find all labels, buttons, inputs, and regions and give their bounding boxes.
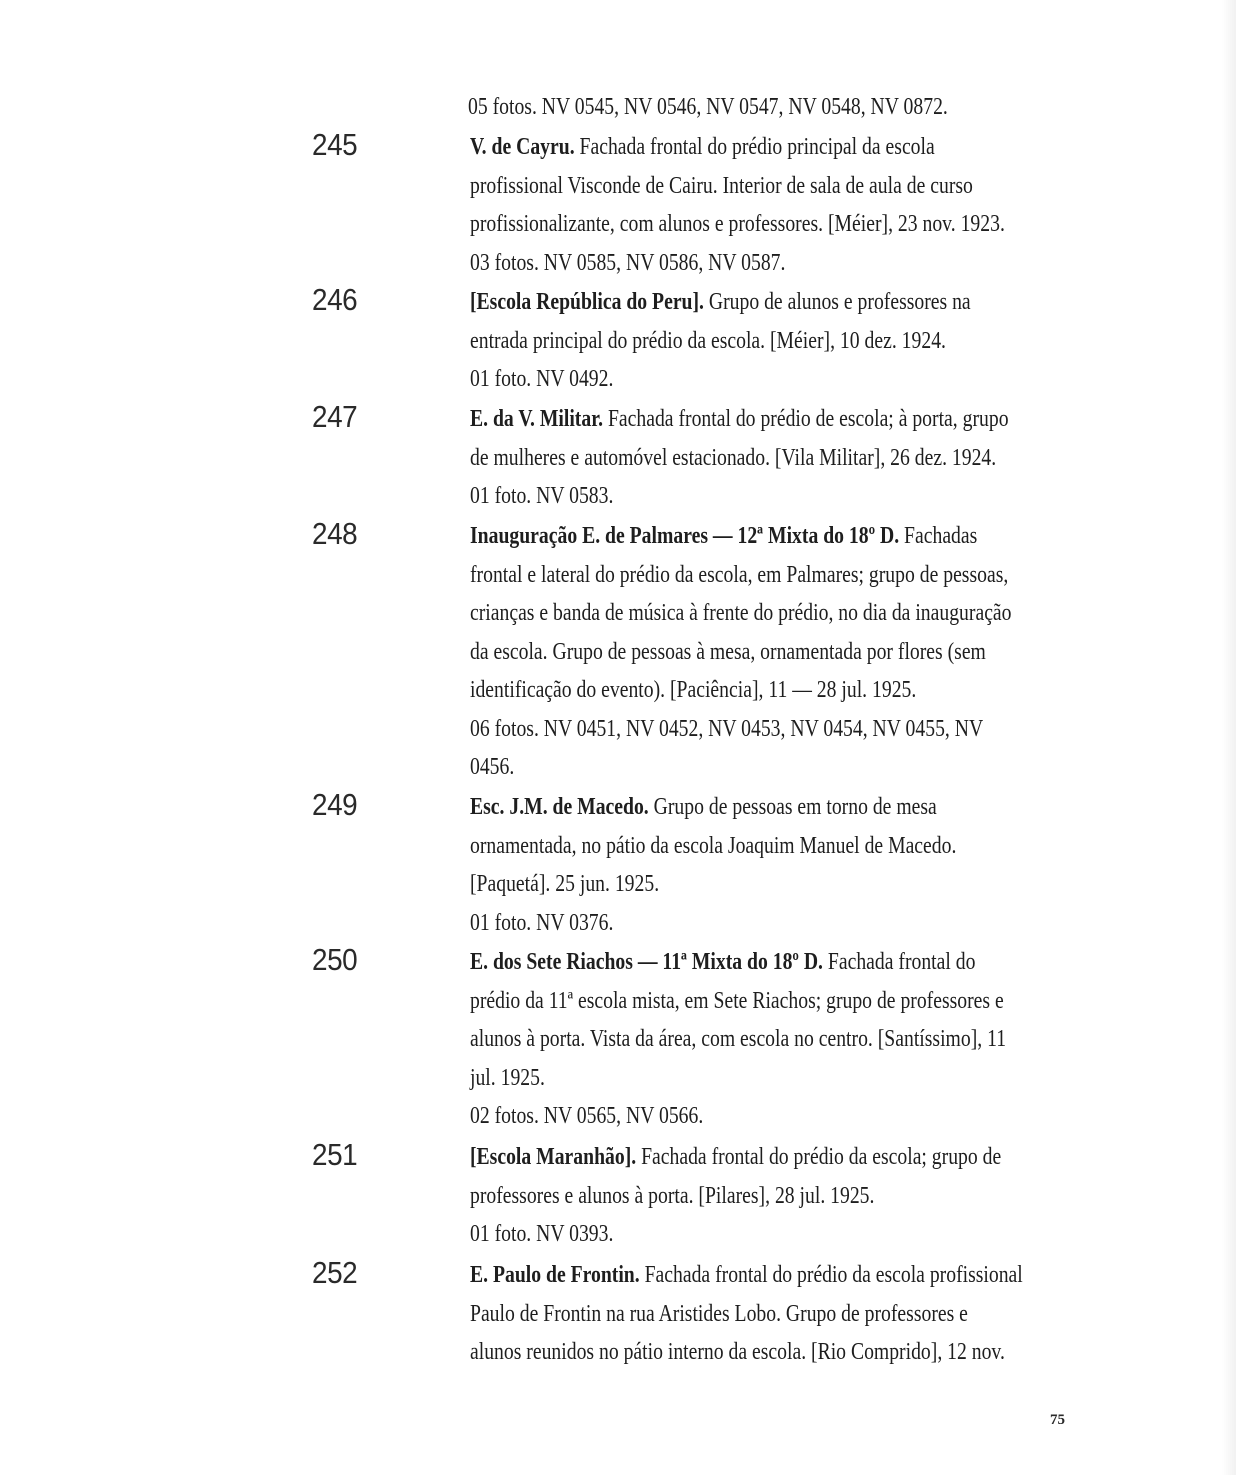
page-number: 75	[1050, 1412, 1065, 1428]
entry-description	[470, 943, 1069, 1136]
entry-description	[470, 1138, 1069, 1254]
continuation-line: 05 fotos. NV 0545, NV 0546, NV 0547, NV 0548, NV 0872.	[468, 94, 948, 120]
entry-line: Fachadas	[899, 523, 978, 549]
entry-line: profissional Visconde de Cairu. Interior de sala de aula de curso	[470, 172, 973, 199]
entry-number: 245	[312, 127, 358, 162]
entry-title: [Escola Maranhão].	[470, 1144, 637, 1170]
entry-line: frontal e lateral do prédio da escola, em Palmares; grupo de pessoas,	[470, 561, 1009, 588]
entry-number: 251	[312, 1137, 358, 1172]
entry-line: 01 foto. NV 0376.	[470, 909, 614, 936]
entry-line: 01 foto. NV 0583.	[470, 483, 614, 509]
entry-first-line	[470, 1256, 1069, 1295]
entry-line: Grupo de pessoas em torno de mesa	[648, 794, 937, 820]
entry-title: E. Paulo de Frontin.	[470, 1262, 640, 1288]
entry-line: prédio da 11ª escola mista, em Sete Riachos; grupo de professores e	[470, 987, 1004, 1014]
entry-description	[470, 788, 1069, 942]
entry-first-line	[470, 788, 1069, 827]
entry-line: 0456.	[470, 754, 515, 780]
entry-line: 06 fotos. NV 0451, NV 0452, NV 0453, NV 0454, NV 0455, NV	[470, 715, 984, 742]
entry-line: 03 fotos. NV 0585, NV 0586, NV 0587.	[470, 249, 786, 276]
entry-line: professores e alunos à porta. [Pilares], 28 jul. 1925.	[470, 1182, 875, 1209]
entry-line: Fachada frontal do prédio da escola; grupo de	[636, 1144, 1002, 1170]
entry-line: Fachada frontal do prédio principal da escola	[574, 134, 935, 160]
entry-title: E. da V. Militar.	[470, 406, 604, 432]
entry-title: Inauguração E. de Palmares — 12ª Mixta do 18º D.	[470, 523, 900, 549]
entry-line: da escola. Grupo de pessoas à mesa, ornamentada por flores (sem	[470, 638, 986, 665]
entry-first-line	[470, 400, 1069, 439]
entry-first-line	[470, 1138, 1069, 1177]
entry-line: ornamentada, no pátio da escola Joaquim Manuel de Macedo.	[470, 832, 957, 859]
entry-first-line	[470, 517, 1069, 556]
entry-line: alunos reunidos no pátio interno da escola. [Rio Comprido], 12 nov.	[470, 1339, 1005, 1365]
entry-description	[470, 517, 1069, 787]
entry-line: [Paquetá]. 25 jun. 1925.	[470, 871, 660, 897]
entry-line: Fachada frontal do prédio de escola; à porta, grupo	[603, 406, 1009, 432]
entry-number: 247	[312, 399, 358, 434]
entry-line: Fachada frontal do	[822, 949, 976, 975]
entry-line: profissionalizante, com alunos e professores. [Méier], 23 nov. 1923.	[470, 211, 1005, 237]
entry-first-line	[470, 283, 1069, 322]
entry-line: Grupo de alunos e professores na	[703, 289, 971, 315]
entry-line: jul. 1925.	[470, 1064, 545, 1091]
entry-number: 250	[312, 942, 358, 977]
page-edge	[1222, 0, 1236, 1475]
entry-description	[470, 283, 1069, 399]
entry-description	[470, 400, 1069, 516]
entry-line: de mulheres e automóvel estacionado. [Vila Militar], 26 dez. 1924.	[470, 444, 997, 471]
entry-title: E. dos Sete Riachos — 11ª Mixta do 18º D.	[470, 949, 823, 975]
entry-line: identificação do evento). [Paciência], 11 — 28 jul. 1925.	[470, 677, 917, 703]
entry-number: 249	[312, 787, 358, 822]
entry-title: [Escola República do Peru].	[470, 289, 704, 315]
entry-description	[470, 128, 1069, 282]
entry-line: Fachada frontal do prédio da escola profissional	[639, 1262, 1023, 1288]
entry-line: 02 fotos. NV 0565, NV 0566.	[470, 1103, 704, 1129]
entry-title: Esc. J.M. de Macedo.	[470, 794, 649, 820]
entry-line: 01 foto. NV 0492.	[470, 366, 614, 392]
entry-number: 252	[312, 1255, 358, 1290]
entry-line: crianças e banda de música à frente do prédio, no dia da inauguração	[470, 600, 1012, 626]
entry-title: V. de Cayru.	[470, 134, 575, 160]
entry-number: 248	[312, 516, 358, 551]
entry-first-line	[470, 943, 1069, 982]
entry-number: 246	[312, 282, 358, 317]
entry-description	[470, 1256, 1069, 1372]
entry-line: 01 foto. NV 0393.	[470, 1221, 614, 1247]
entry-first-line	[470, 128, 1069, 167]
entry-line: alunos à porta. Vista da área, com escola no centro. [Santíssimo], 11	[470, 1026, 1007, 1052]
entry-line: Paulo de Frontin na rua Aristides Lobo. Grupo de professores e	[470, 1300, 968, 1327]
entry-line: entrada principal do prédio da escola. [Méier], 10 dez. 1924.	[470, 327, 946, 354]
